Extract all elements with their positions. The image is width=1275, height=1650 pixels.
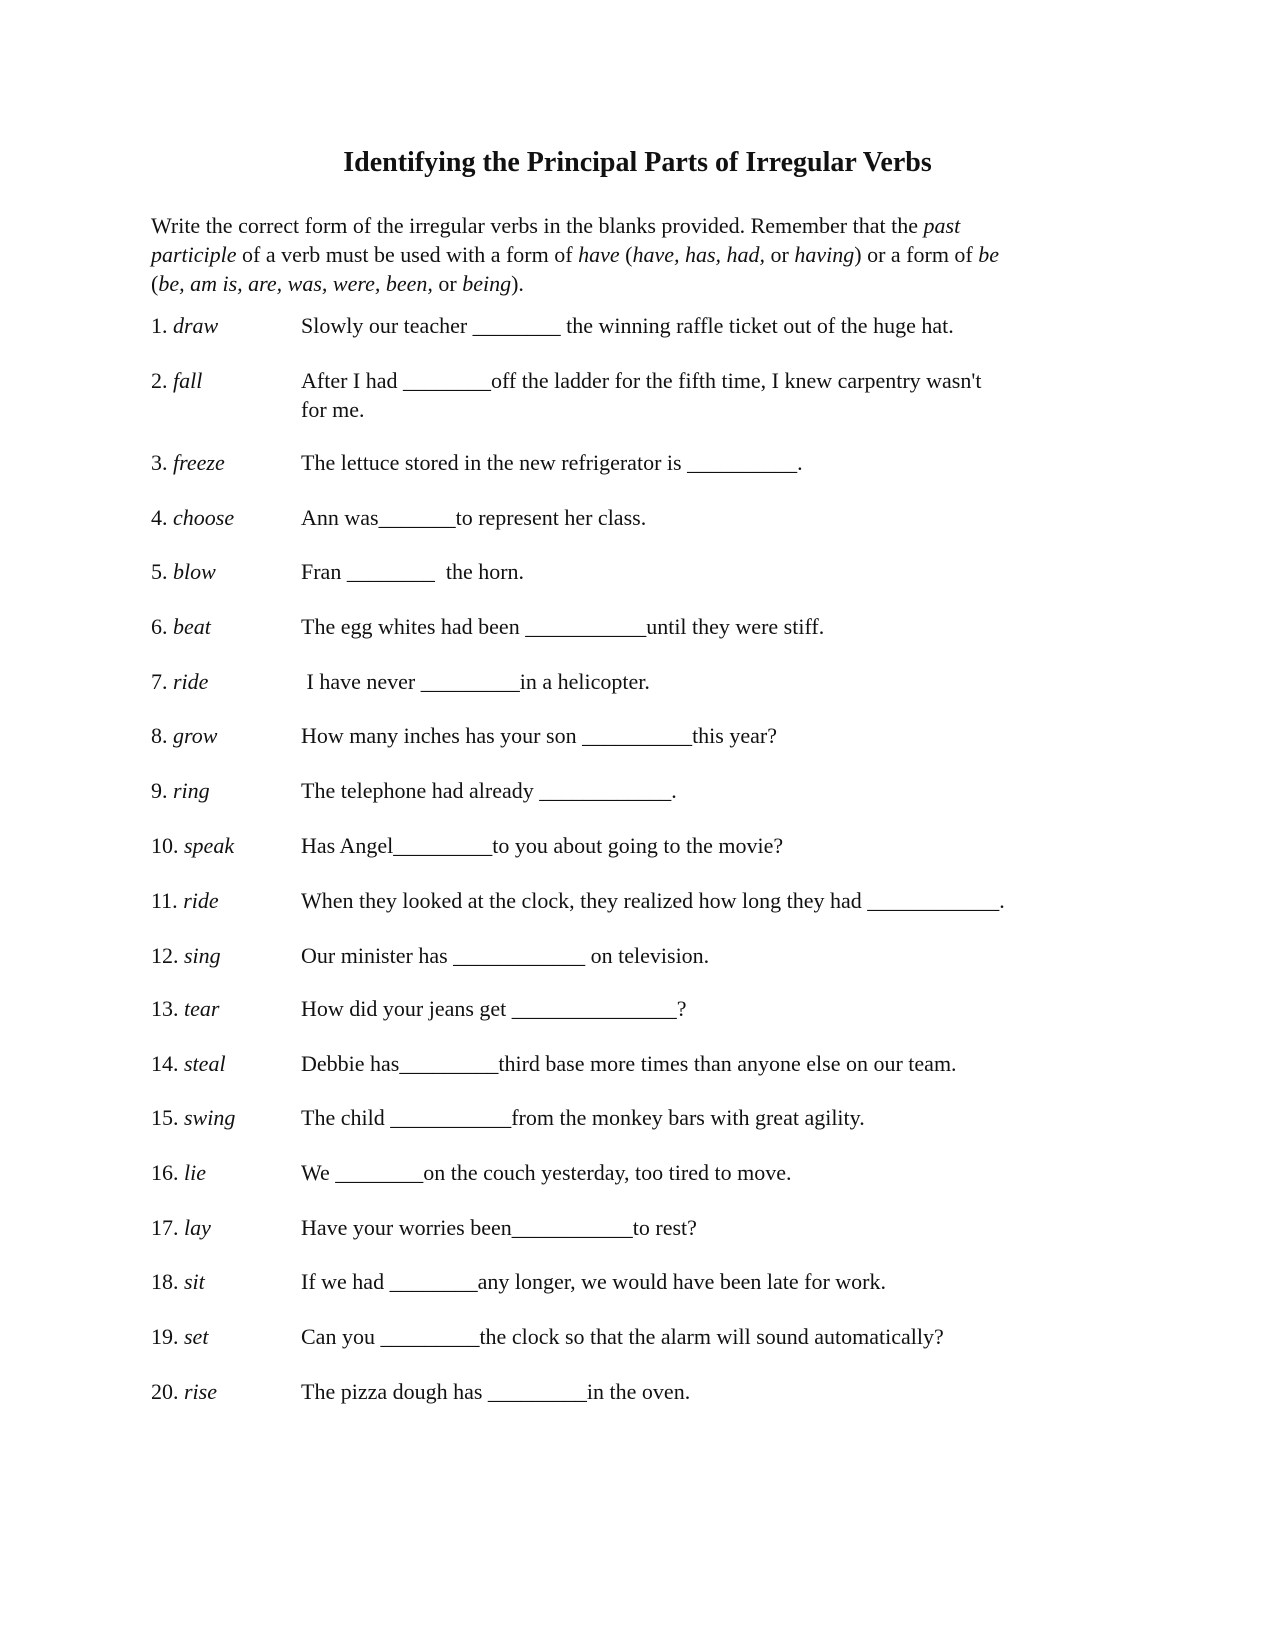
item-verb: fall: [173, 368, 203, 393]
item-sentence: The telephone had already ____________.: [301, 778, 677, 803]
item-sentence: Debbie has_________third base more times than anyone else on our team.: [301, 1051, 957, 1076]
item-number: 12. sing: [151, 943, 221, 968]
item-sentence: Have your worries been___________to rest?: [301, 1215, 697, 1240]
item-verb: tear: [184, 996, 220, 1021]
item-verb: lay: [184, 1215, 211, 1240]
item-sentence: Slowly our teacher ________ the winning raffle ticket out of the huge hat.: [301, 313, 954, 338]
item-verb: lie: [184, 1160, 206, 1185]
item-verb: beat: [173, 614, 211, 639]
item-sentence: Fran ________ the horn.: [301, 559, 525, 584]
item-number: 5. blow: [151, 559, 216, 584]
item-number: 2. fall: [151, 368, 203, 393]
item-sentence: How many inches has your son __________this year?: [301, 723, 777, 748]
item-sentence: I have never _________in a helicopter.: [301, 669, 650, 694]
item-sentence: The lettuce stored in the new refrigerator is __________.: [301, 450, 803, 475]
item-sentence: Has Angel_________to you about going to the movie?: [301, 833, 784, 858]
item-number: 7. ride: [151, 669, 209, 694]
item-sentence: Our minister has ____________ on television.: [301, 943, 710, 968]
item-number: 11. ride: [151, 888, 219, 913]
item-sentence: The egg whites had been ___________until they were stiff.: [301, 614, 825, 639]
item-number: 18. sit: [151, 1269, 205, 1294]
item-sentence: We ________on the couch yesterday, too tired to move.: [301, 1160, 792, 1185]
item-number: 15. swing: [151, 1105, 236, 1130]
item-verb: swing: [184, 1105, 236, 1130]
instructions: [151, 211, 1091, 298]
instructions-line-1: Write the correct form of the irregular verbs in the blanks provided. Remember that the past: [151, 213, 961, 238]
item-verb: sing: [184, 943, 221, 968]
item-number: 14. steal: [151, 1051, 226, 1076]
item-verb: speak: [184, 833, 235, 858]
item-number: 16. lie: [151, 1160, 206, 1185]
instructions-line-3: (be, am is, are, was, were, been, or being).: [151, 271, 524, 296]
item-verb: rise: [184, 1379, 217, 1404]
item-sentence: If we had ________any longer, we would have been late for work.: [301, 1269, 886, 1294]
item-verb: freeze: [173, 450, 225, 475]
item-number: 6. beat: [151, 614, 211, 639]
item-number: 13. tear: [151, 996, 220, 1021]
item-number: 1. draw: [151, 313, 219, 338]
item-number: 3. freeze: [151, 450, 225, 475]
item-number: 4. choose: [151, 505, 235, 530]
item-sentence: When they looked at the clock, they realized how long they had ____________.: [301, 888, 1005, 913]
instructions-line-2: participle of a verb must be used with a form of have (have, has, had, or having) or a form of be: [151, 242, 1000, 267]
page-title: Identifying the Principal Parts of Irregular Verbs: [343, 147, 932, 178]
item-sentence: Can you _________the clock so that the alarm will sound automatically?: [301, 1324, 944, 1349]
item-verb: sit: [184, 1269, 205, 1294]
item-sentence: The pizza dough has _________in the oven.: [301, 1379, 691, 1404]
item-verb: blow: [173, 559, 216, 584]
item-number: 9. ring: [151, 778, 210, 803]
item-verb: choose: [173, 505, 235, 530]
item-number: 8. grow: [151, 723, 218, 748]
item-sentence: Ann was_______to represent her class.: [301, 505, 647, 530]
item-sentence: How did your jeans get _______________?: [301, 996, 687, 1021]
item-sentence: The child ___________from the monkey bars with great agility.: [301, 1105, 865, 1130]
item-verb: ring: [173, 778, 210, 803]
item-sentence: After I had ________off the ladder for the fifth time, I knew carpentry wasn't for me.: [301, 368, 982, 422]
item-number: 20. rise: [151, 1379, 217, 1404]
item-verb: ride: [173, 669, 209, 694]
item-verb: set: [184, 1324, 209, 1349]
item-number: 10. speak: [151, 833, 235, 858]
item-number: 19. set: [151, 1324, 209, 1349]
item-verb: draw: [173, 313, 219, 338]
item-verb: ride: [183, 888, 219, 913]
item-number: 17. lay: [151, 1215, 211, 1240]
item-verb: grow: [173, 723, 218, 748]
item-verb: steal: [184, 1051, 226, 1076]
